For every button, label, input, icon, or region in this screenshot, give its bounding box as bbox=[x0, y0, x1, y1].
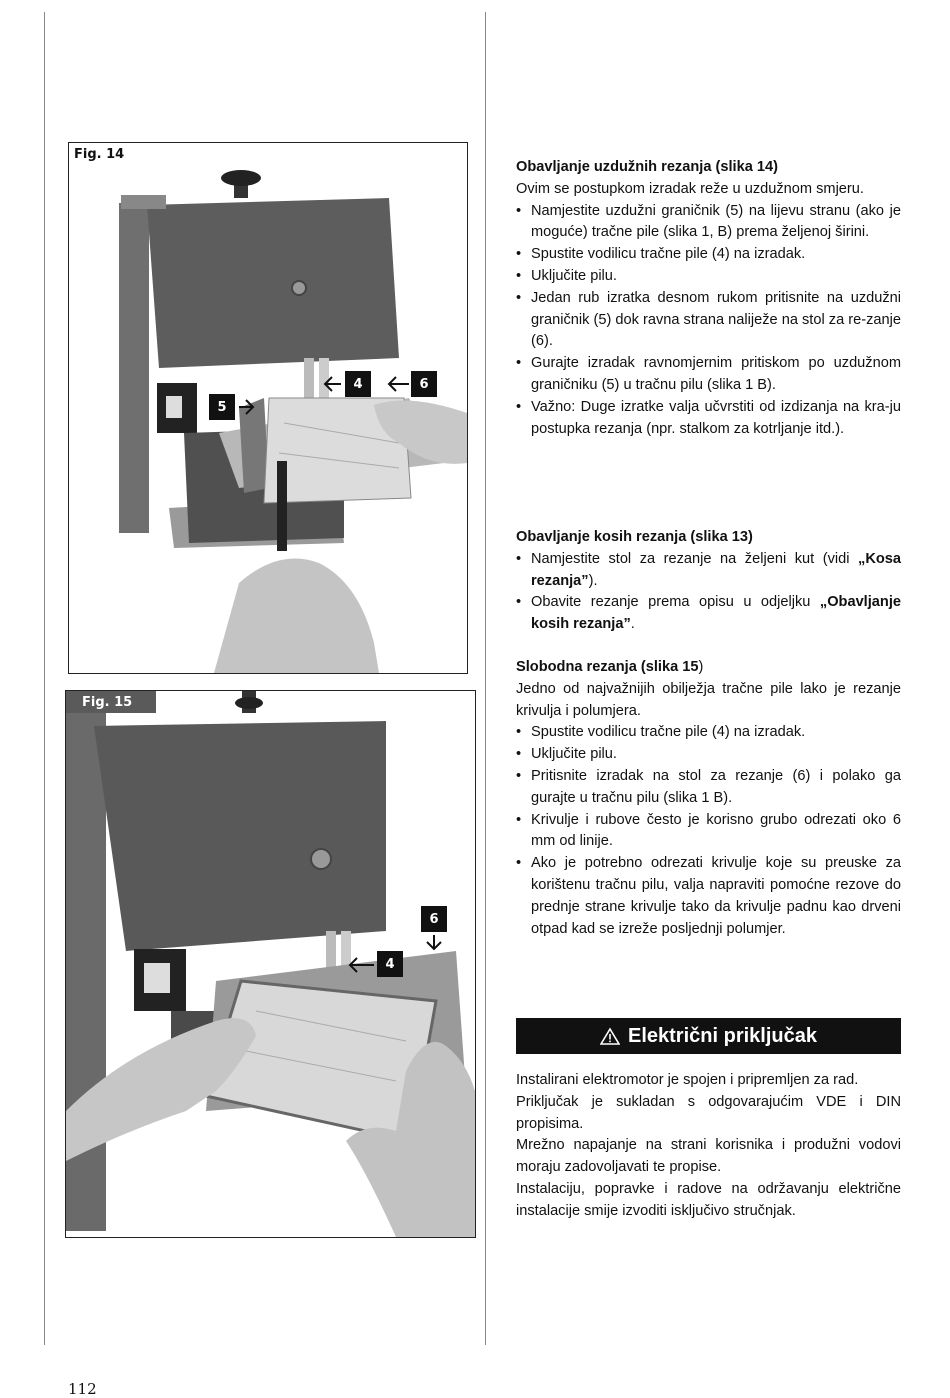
list-item: • Spustite vodilicu tračne pile (4) na izradak. bbox=[516, 244, 901, 266]
instruction-list bbox=[516, 549, 901, 636]
section-heading: Obavljanje uzdužnih rezanja (slika 14) bbox=[516, 159, 778, 175]
paragraph: Instalaciju, popravke i radove na održavanju električne instalacije smije izvoditi isključivo stručnjak. bbox=[516, 1180, 901, 1219]
heading-close: ) bbox=[698, 659, 704, 675]
section-electrical bbox=[516, 1070, 901, 1223]
band-saw-photo-fig14 bbox=[69, 143, 467, 673]
callout-4: 4 bbox=[377, 951, 403, 977]
section-heading bbox=[516, 657, 901, 679]
section-intro: Jedno od najvažnijih obilježja tračne pile lako je rezanje krivulja i polumjera. bbox=[516, 680, 901, 719]
list-item: • Uključite pilu. bbox=[516, 266, 901, 288]
left-margin-rule bbox=[44, 12, 45, 1345]
instruction-list bbox=[516, 722, 901, 940]
list-item: • Jedan rub izratka desnom rukom pritisnite na uzdužni graničnik (5) dok ravna strana naliježe na stol za re-zanje (6). bbox=[516, 288, 901, 353]
banner-title: Električni priključak bbox=[628, 1024, 817, 1047]
list-item bbox=[516, 549, 901, 593]
section-banner-electrical bbox=[516, 1018, 901, 1054]
arrow-right-icon bbox=[237, 397, 257, 417]
section-bevel-cut bbox=[516, 527, 901, 636]
section-heading: Obavljanje kosih rezanja (slika 13) bbox=[516, 529, 753, 545]
callout-4: 4 bbox=[345, 371, 371, 397]
list-item bbox=[516, 592, 901, 636]
list-item: • Važno: Duge izratke valja učvrstiti od izdizanja na kra-ju postupka rezanja (npr. stalkom za kotrljanje itd.). bbox=[516, 397, 901, 441]
figure-14-label: Fig. 14 bbox=[74, 147, 125, 162]
item-text: Namjestite stol za rezanje na željeni kut (vidi bbox=[531, 550, 859, 567]
warning-icon bbox=[600, 1027, 620, 1045]
list-item: • Krivulje i rubove često je korisno grubo odrezati oko 6 mm od linije. bbox=[516, 810, 901, 854]
arrow-left-icon bbox=[346, 955, 376, 975]
list-item: • Pritisnite izradak na stol za rezanje (6) i polako ga gurajte u tračnu pilu (slika 1 B). bbox=[516, 766, 901, 810]
heading-text: Slobodna rezanja (slika 15 bbox=[516, 659, 699, 675]
paragraph: Mrežno napajanje na strani korisnika i produžni vodovi moraju zadovoljavati te propise. bbox=[516, 1137, 901, 1176]
arrow-down-icon bbox=[424, 933, 444, 953]
arrow-left-icon bbox=[321, 374, 343, 394]
section-free-cut bbox=[516, 657, 901, 940]
paragraph: Priključak je sukladan s odgovarajućim VDE i DIN propisima. bbox=[516, 1093, 901, 1132]
figure-14 bbox=[68, 142, 468, 674]
callout-6: 6 bbox=[421, 906, 447, 932]
item-reference: „Kosa rezanja” bbox=[531, 550, 901, 589]
page-number: 112 bbox=[68, 1380, 97, 1398]
instruction-list bbox=[516, 201, 901, 441]
item-text: ). bbox=[588, 572, 598, 589]
list-item: • Namjestite uzdužni graničnik (5) na lijevu stranu (ako je moguće) tračne pile (slika 1, B) prema željenoj širini. bbox=[516, 201, 901, 245]
item-reference: „Obavljanje kosih rezanja” bbox=[531, 594, 901, 633]
band-saw-photo-fig15 bbox=[66, 691, 475, 1237]
paragraph: Instalirani elektromotor je spojen i pripremljen za rad. bbox=[516, 1072, 859, 1088]
list-item: • Ako je potrebno odrezati krivulje koje su preuske za korištenu tračnu pilu, valja napraviti pomoćne rezove do prednje strane krivulje tako da krivulje padnu kao drveni otpad kad se izreže posljednji polumjer. bbox=[516, 853, 901, 940]
arrow-left-icon bbox=[385, 374, 411, 394]
list-item: • Spustite vodilicu tračne pile (4) na izradak. bbox=[516, 722, 901, 744]
figure-15-label: Fig. 15 bbox=[82, 695, 133, 710]
figure-15 bbox=[65, 690, 476, 1238]
list-item: • Uključite pilu. bbox=[516, 744, 901, 766]
section-intro: Ovim se postupkom izradak reže u uzdužnom smjeru. bbox=[516, 180, 864, 197]
callout-5: 5 bbox=[209, 394, 235, 420]
callout-6: 6 bbox=[411, 371, 437, 397]
list-item: • Gurajte izradak ravnomjernim pritiskom po uzdužnom graničniku (5) u tračnu pilu (slika 1 B). bbox=[516, 353, 901, 397]
section-rip-cut bbox=[516, 157, 901, 440]
center-column-rule bbox=[485, 12, 486, 1345]
item-text: . bbox=[630, 616, 635, 633]
item-text: Obavite rezanje prema opisu u odjeljku bbox=[531, 594, 820, 611]
